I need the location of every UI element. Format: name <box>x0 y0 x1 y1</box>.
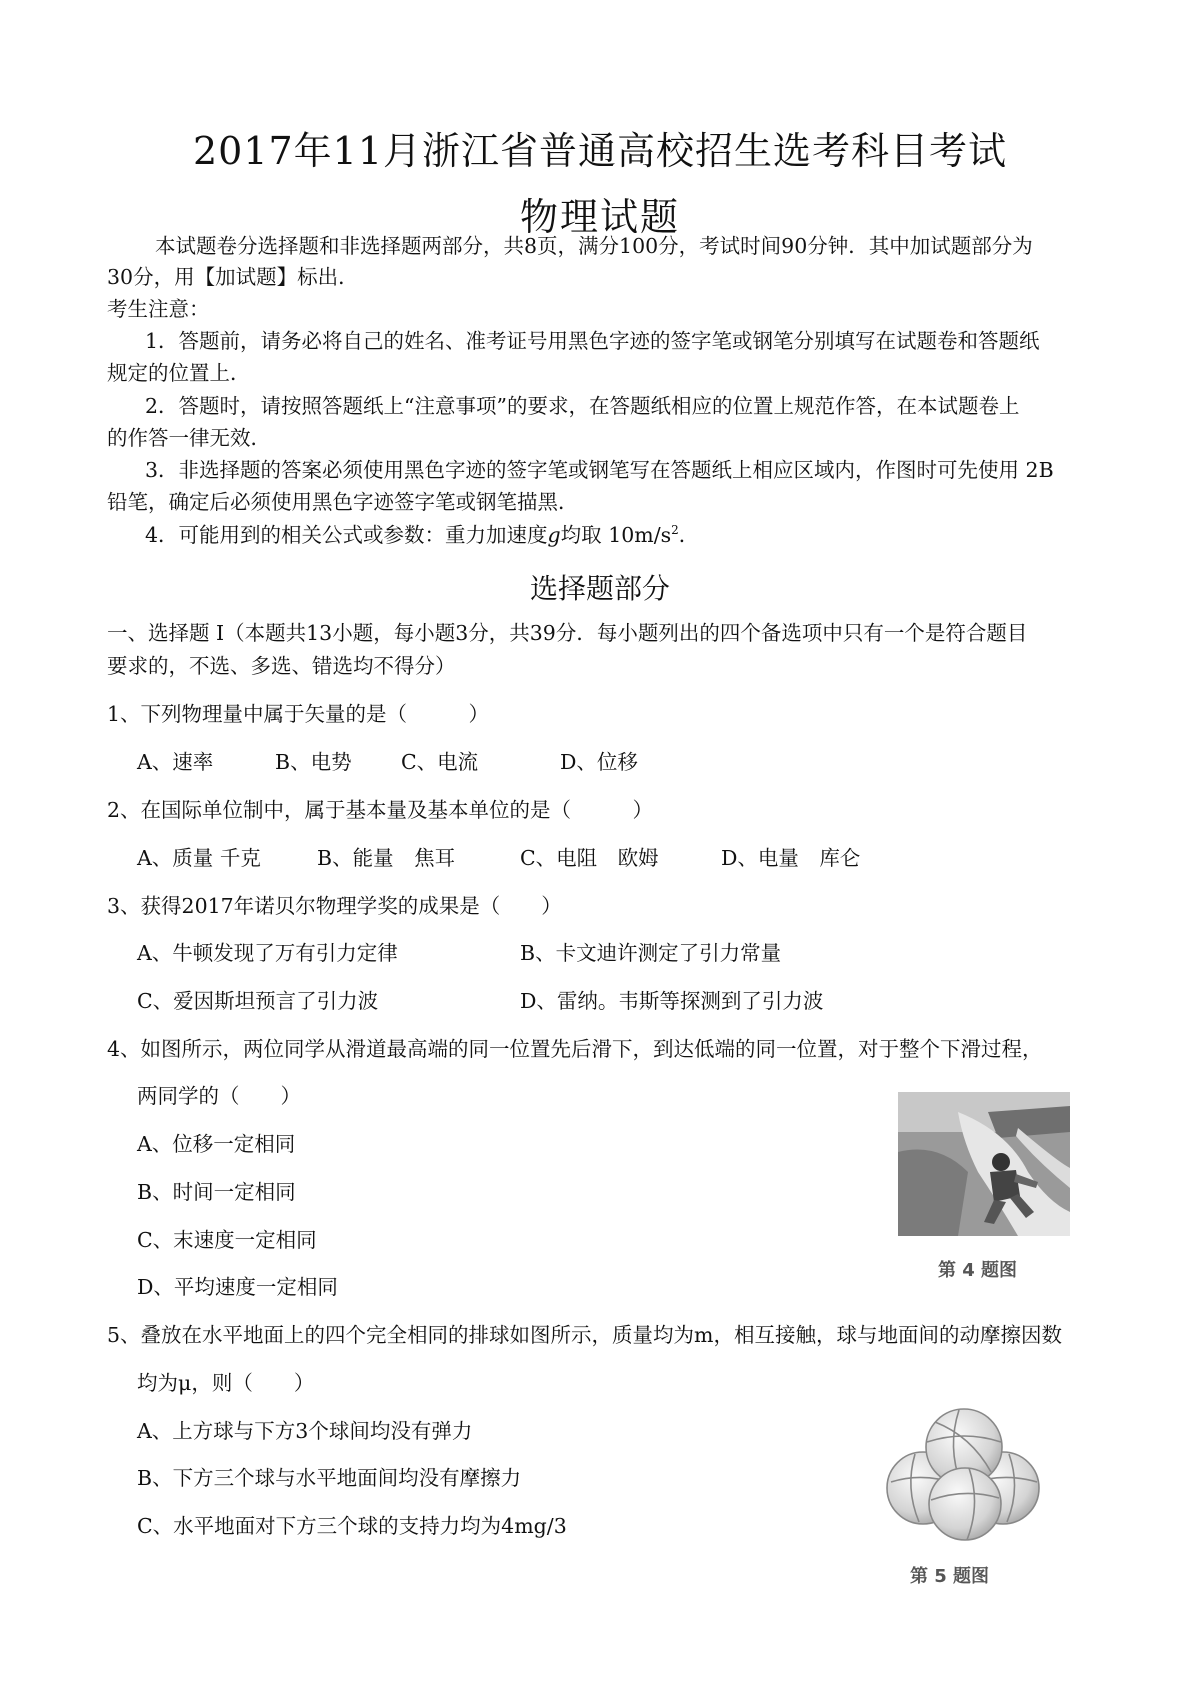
question-4-option-d: D、平均速度一定相同 <box>137 1275 338 1299</box>
question-2-option-c: C、电阻 欧姆 <box>520 846 659 870</box>
question-1-option-d: D、位移 <box>560 750 638 774</box>
question-1-option-b: B、电势 <box>275 750 352 774</box>
note-4 <box>145 518 699 548</box>
note-4-end: ． <box>678 523 700 547</box>
question-3-option-c: C、爱因斯坦预言了引力波 <box>137 989 379 1013</box>
slide-photo-illustration <box>898 1092 1070 1236</box>
question-2-option-d: D、电量 库仑 <box>721 846 861 870</box>
part1-line-1: 一、选择题 I（本题共13小题，每小题3分，共39分．每小题列出的四个备选项中只有一个是符合题目 <box>107 621 1028 645</box>
note-1-line-1: 1．答题前，请务必将自己的姓名、准考证号用黑色字迹的签字笔或钢笔分别填写在试题卷和答题纸 <box>145 329 1040 353</box>
figure-4-caption: 第 4 题图 <box>938 1260 1018 1281</box>
intro-line-2: 30分，用【加试题】标出． <box>107 265 359 289</box>
section-title: 选择题部分 <box>529 572 670 605</box>
intro-line-1: 本试题卷分选择题和非选择题两部分，共8页，满分100分，考试时间90分钟．其中加试题部分为 <box>155 234 1033 258</box>
note-4-sup: 2 <box>671 523 679 538</box>
exam-title: 2017年11月浙江省普通高校招生选考科目考试 <box>192 129 1008 173</box>
question-3-option-a: A、牛顿发现了万有引力定律 <box>137 941 398 965</box>
question-5-stem-line-1: 5、叠放在水平地面上的四个完全相同的排球如图所示，质量均为m，相互接触，球与地面间的动摩擦因数 <box>107 1323 1062 1347</box>
slide-photo <box>898 1092 1070 1236</box>
note-1-line-2: 规定的位置上． <box>107 361 251 385</box>
note-3-line-1: 3．非选择题的答案必须使用黑色字迹的签字笔或钢笔写在答题纸上相应区域内，作图时可先使用 2B <box>145 458 1054 482</box>
question-1-option-c: C、电流 <box>401 750 479 774</box>
figure-5-caption: 第 5 题图 <box>910 1566 990 1587</box>
question-4-stem-line-1: 4、如图所示，两位同学从滑道最高端的同一位置先后滑下，到达低端的同一位置，对于整个下滑过程， <box>107 1037 1043 1061</box>
question-2-option-b: B、能量 焦耳 <box>317 846 456 870</box>
question-4-option-b: B、时间一定相同 <box>137 1180 296 1204</box>
question-3-option-b: B、卡文迪许测定了引力常量 <box>520 941 782 965</box>
question-5-option-a: A、上方球与下方3个球间均没有弹力 <box>137 1419 473 1443</box>
note-4-suffix: 均取 10m/s <box>560 523 672 547</box>
question-3-stem: 3、获得2017年诺贝尔物理学奖的成果是（ ） <box>107 894 562 918</box>
question-2-option-a: A、质量 千克 <box>137 846 261 870</box>
question-4-option-c: C、末速度一定相同 <box>137 1228 317 1252</box>
exam-subtitle: 物理试题 <box>519 195 680 239</box>
question-4-option-a: A、位移一定相同 <box>137 1132 296 1156</box>
note-4-var: g <box>547 523 561 547</box>
note-2-line-2: 的作答一律无效． <box>107 426 271 450</box>
notes-heading: 考生注意： <box>107 297 210 321</box>
question-5-stem-line-2: 均为μ，则（ ） <box>137 1371 315 1395</box>
question-2-stem: 2、在国际单位制中，属于基本量及基本单位的是（ ） <box>107 798 654 822</box>
volleyballs-figure <box>885 1402 1043 1544</box>
question-1-stem: 1、下列物理量中属于矢量的是（ ） <box>107 702 490 726</box>
question-3-option-d: D、雷纳。韦斯等探测到了引力波 <box>520 989 824 1013</box>
note-3-line-2: 铅笔，确定后必须使用黑色字迹签字笔或钢笔描黑． <box>107 490 579 514</box>
note-4-prefix: 4．可能用到的相关公式或参数：重力加速度 <box>145 523 548 547</box>
question-5-option-c: C、水平地面对下方三个球的支持力均为4mg/3 <box>137 1514 567 1538</box>
note-2-line-1: 2．答题时，请按照答题纸上“注意事项”的要求，在答题纸相应的位置上规范作答，在本试题卷上 <box>145 394 1020 418</box>
question-1-option-a: A、速率 <box>137 750 214 774</box>
question-4-stem-line-2: 两同学的（ ） <box>137 1084 301 1108</box>
part1-line-2: 要求的，不选、多选、错选均不得分） <box>107 654 456 678</box>
question-5-option-b: B、下方三个球与水平地面间均没有摩擦力 <box>137 1466 522 1490</box>
volleyballs-illustration <box>885 1402 1043 1544</box>
